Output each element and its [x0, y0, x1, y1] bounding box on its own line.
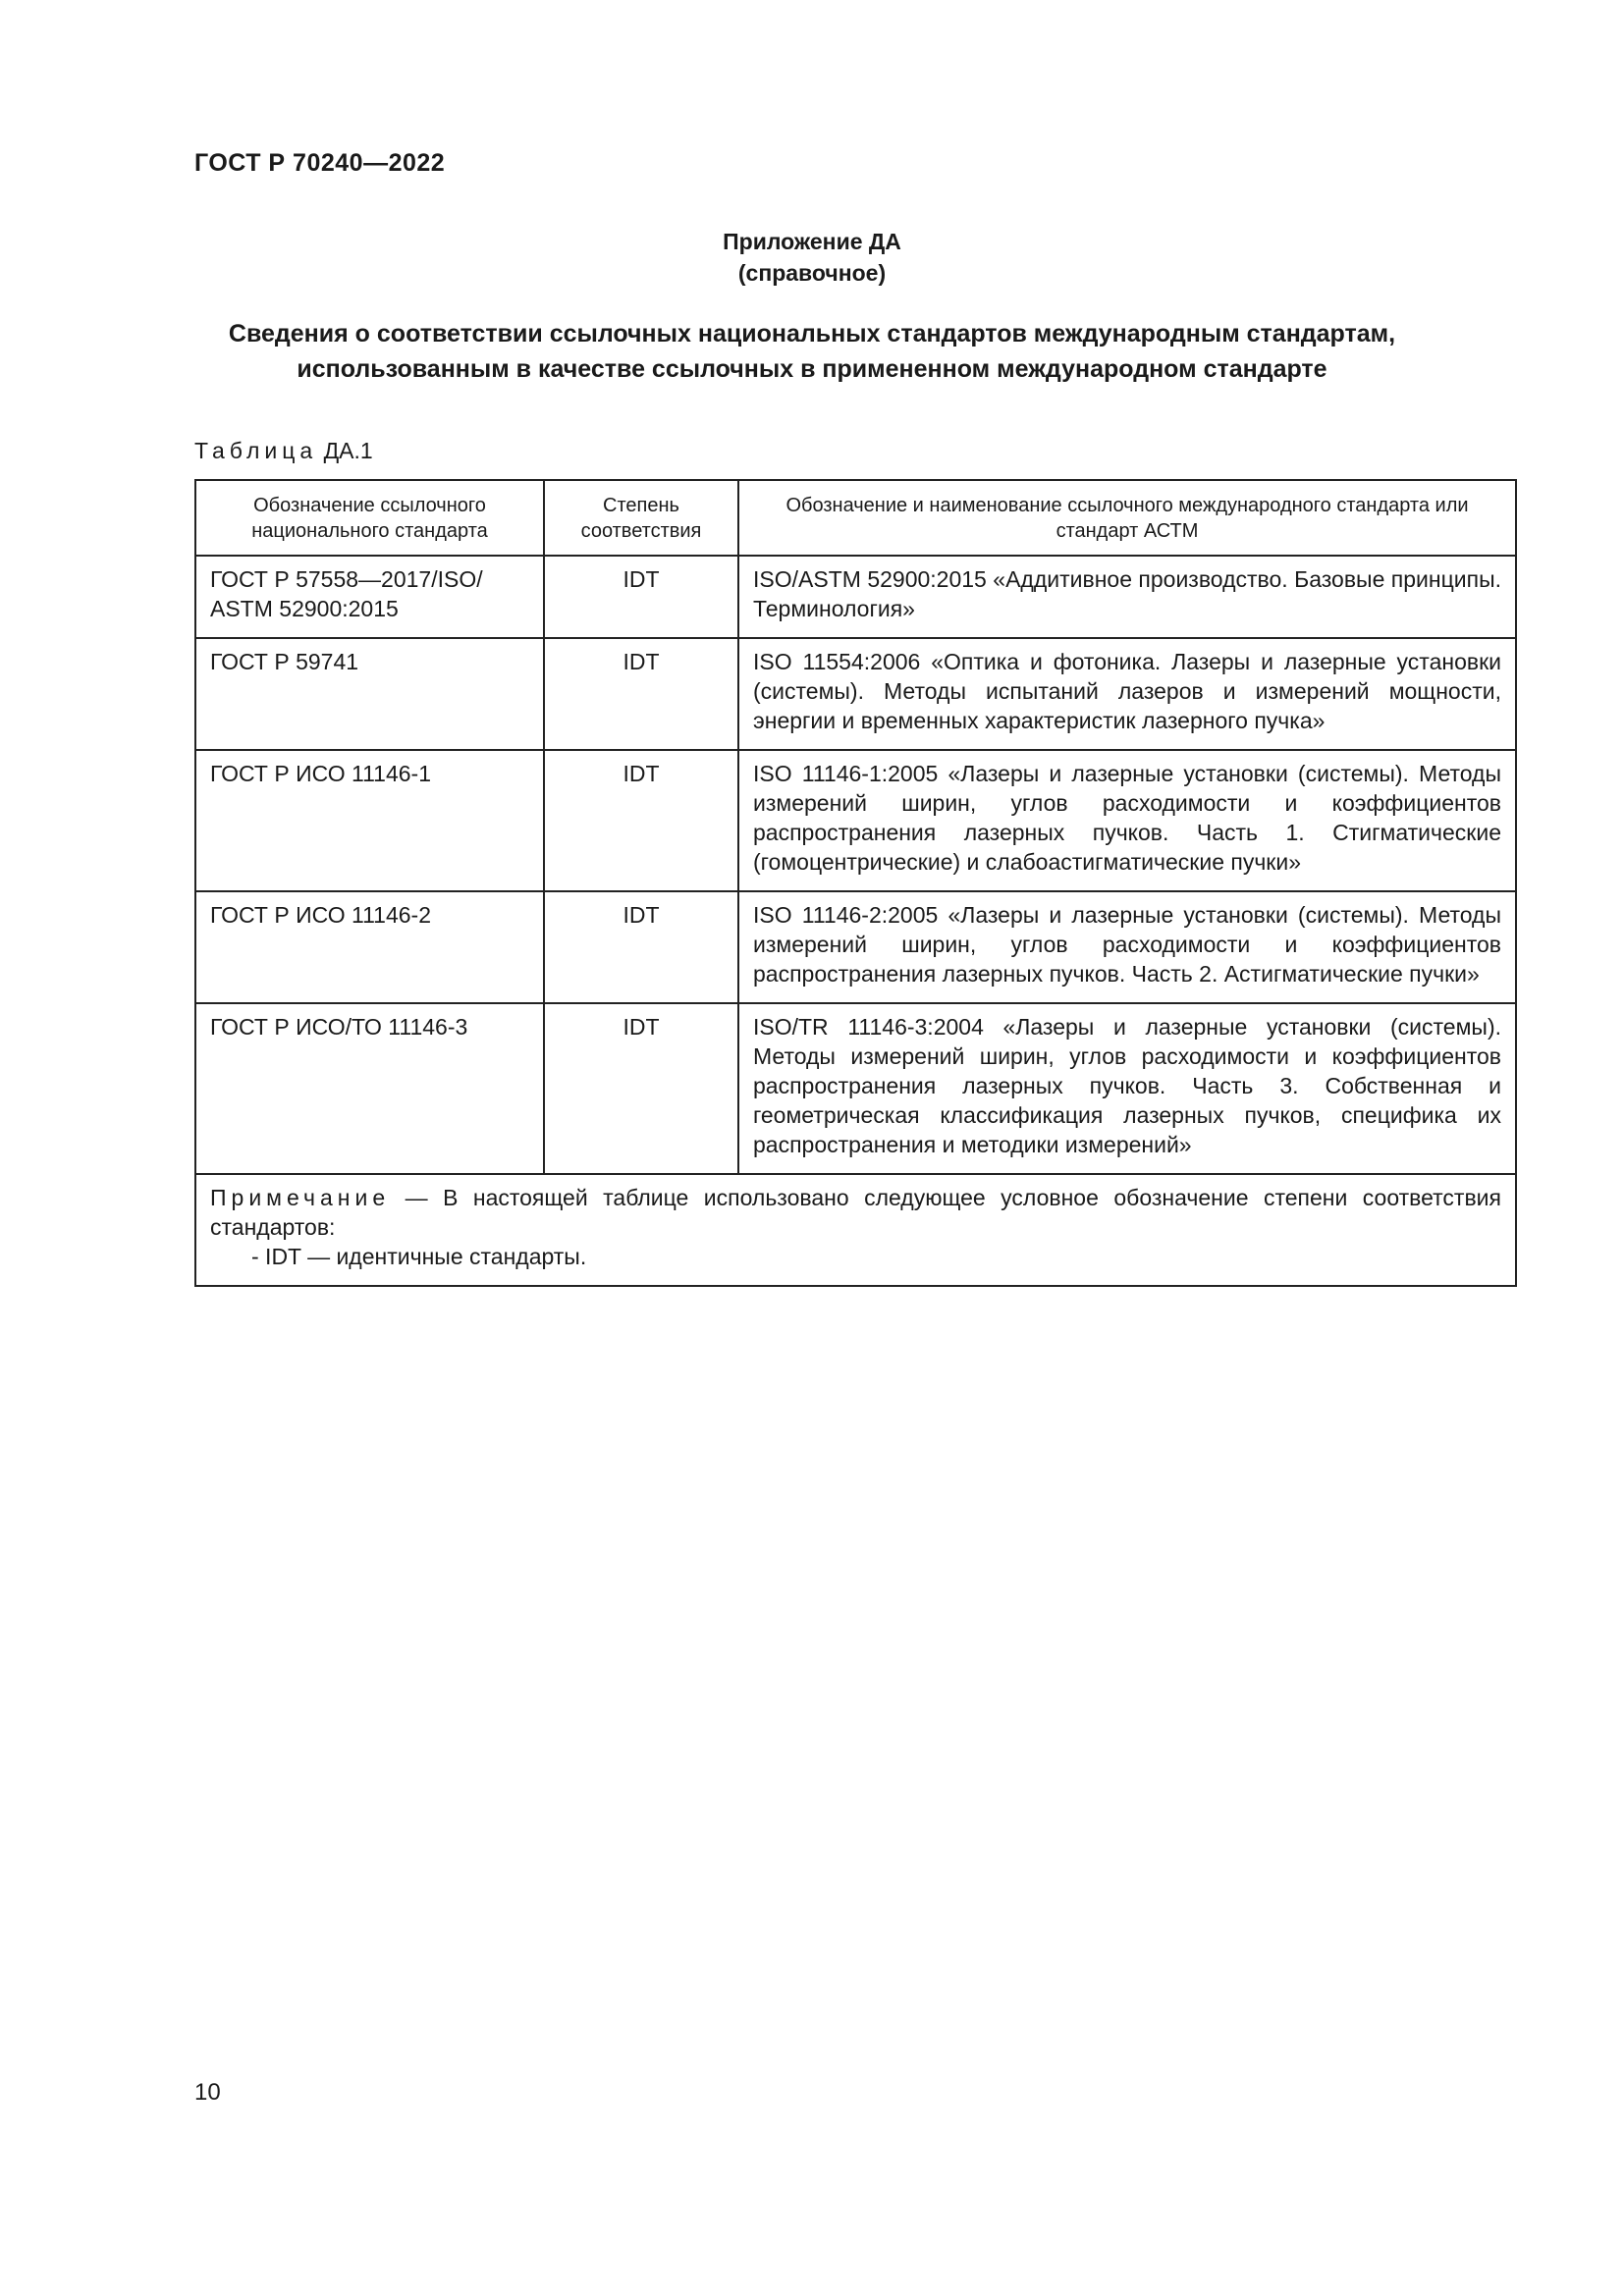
international-standard-cell: ISO/TR 11146-3:2004 «Лазеры и лазерные установки (системы). Методы измерений ширин, углов расходимости и коэффициентов распространения лазерных пучков. Часть 3. Собственная и геометрическая классификация лазерных пучков, специфика их распространения и методики измерений» [738, 1003, 1516, 1174]
national-standard-cell: ГОСТ Р ИСО/ТО 11146-3 [195, 1003, 544, 1174]
table-note-row [195, 1174, 1516, 1286]
header-degree: Степень соответствия [544, 480, 738, 556]
table-row [195, 750, 1516, 891]
note-item: - IDT — идентичные стандарты. [251, 1244, 587, 1269]
table-caption [194, 438, 373, 464]
note-label: Примечание [210, 1185, 391, 1210]
appendix-name: Приложение ДА [723, 229, 901, 254]
degree-cell: IDT [544, 638, 738, 750]
appendix-title-line-2: использованным в качестве ссылочных в примененном международном стандарте [297, 355, 1327, 383]
table-row [195, 556, 1516, 638]
table-caption-number: ДА.1 [323, 438, 373, 463]
international-standard-cell: ISO/ASTM 52900:2015 «Аддитивное производство. Базовые принципы. Терминология» [738, 556, 1516, 638]
degree-cell: IDT [544, 556, 738, 638]
table-row [195, 1003, 1516, 1174]
table-row [195, 891, 1516, 1003]
header-national-standard: Обозначение ссылочного национального стандарта [195, 480, 544, 556]
page-number: 10 [194, 2079, 221, 2106]
table-header-row [195, 480, 1516, 556]
note-text: — В настоящей таблице использовано следующее условное обозначение степени соответствия стандартов: [210, 1185, 1501, 1240]
international-standard-cell: ISO 11146-2:2005 «Лазеры и лазерные установки (системы). Методы измерений ширин, углов расходимости и коэффициентов распространения лазерных пучков. Часть 2. Астигматические пучки» [738, 891, 1516, 1003]
table-row [195, 638, 1516, 750]
national-standard-cell: ГОСТ Р ИСО 11146-2 [195, 891, 544, 1003]
appendix-heading [0, 226, 1624, 289]
table-caption-label: Таблица [194, 438, 318, 463]
header-international-standard: Обозначение и наименование ссылочного международного стандарта или стандарт АСТМ [738, 480, 1516, 556]
appendix-title-line-1: Сведения о соответствии ссылочных национальных стандартов международным стандартам, [228, 320, 1396, 347]
degree-cell: IDT [544, 750, 738, 891]
note-text-block [210, 1183, 1501, 1242]
document-header: ГОСТ Р 70240—2022 [194, 149, 446, 177]
table-note [195, 1174, 1516, 1286]
international-standard-cell: ISO 11146-1:2005 «Лазеры и лазерные установки (системы). Методы измерений ширин, углов расходимости и коэффициентов распространения лазерных пучков. Часть 1. Стигматические (гомоцентрические) и слабоастигматические пучки» [738, 750, 1516, 891]
national-standard-cell: ГОСТ Р ИСО 11146-1 [195, 750, 544, 891]
national-standard-cell: ГОСТ Р 59741 [195, 638, 544, 750]
national-standard-cell: ГОСТ Р 57558—2017/ISO/ ASTM 52900:2015 [195, 556, 544, 638]
correspondence-table [194, 479, 1517, 1287]
degree-cell: IDT [544, 891, 738, 1003]
degree-cell: IDT [544, 1003, 738, 1174]
appendix-title [147, 316, 1477, 387]
international-standard-cell: ISO 11554:2006 «Оптика и фотоника. Лазеры и лазерные установки (системы). Методы испытаний лазеров и измерений мощности, энергии и временных характеристик лазерного пучка» [738, 638, 1516, 750]
appendix-type: (справочное) [737, 260, 887, 286]
